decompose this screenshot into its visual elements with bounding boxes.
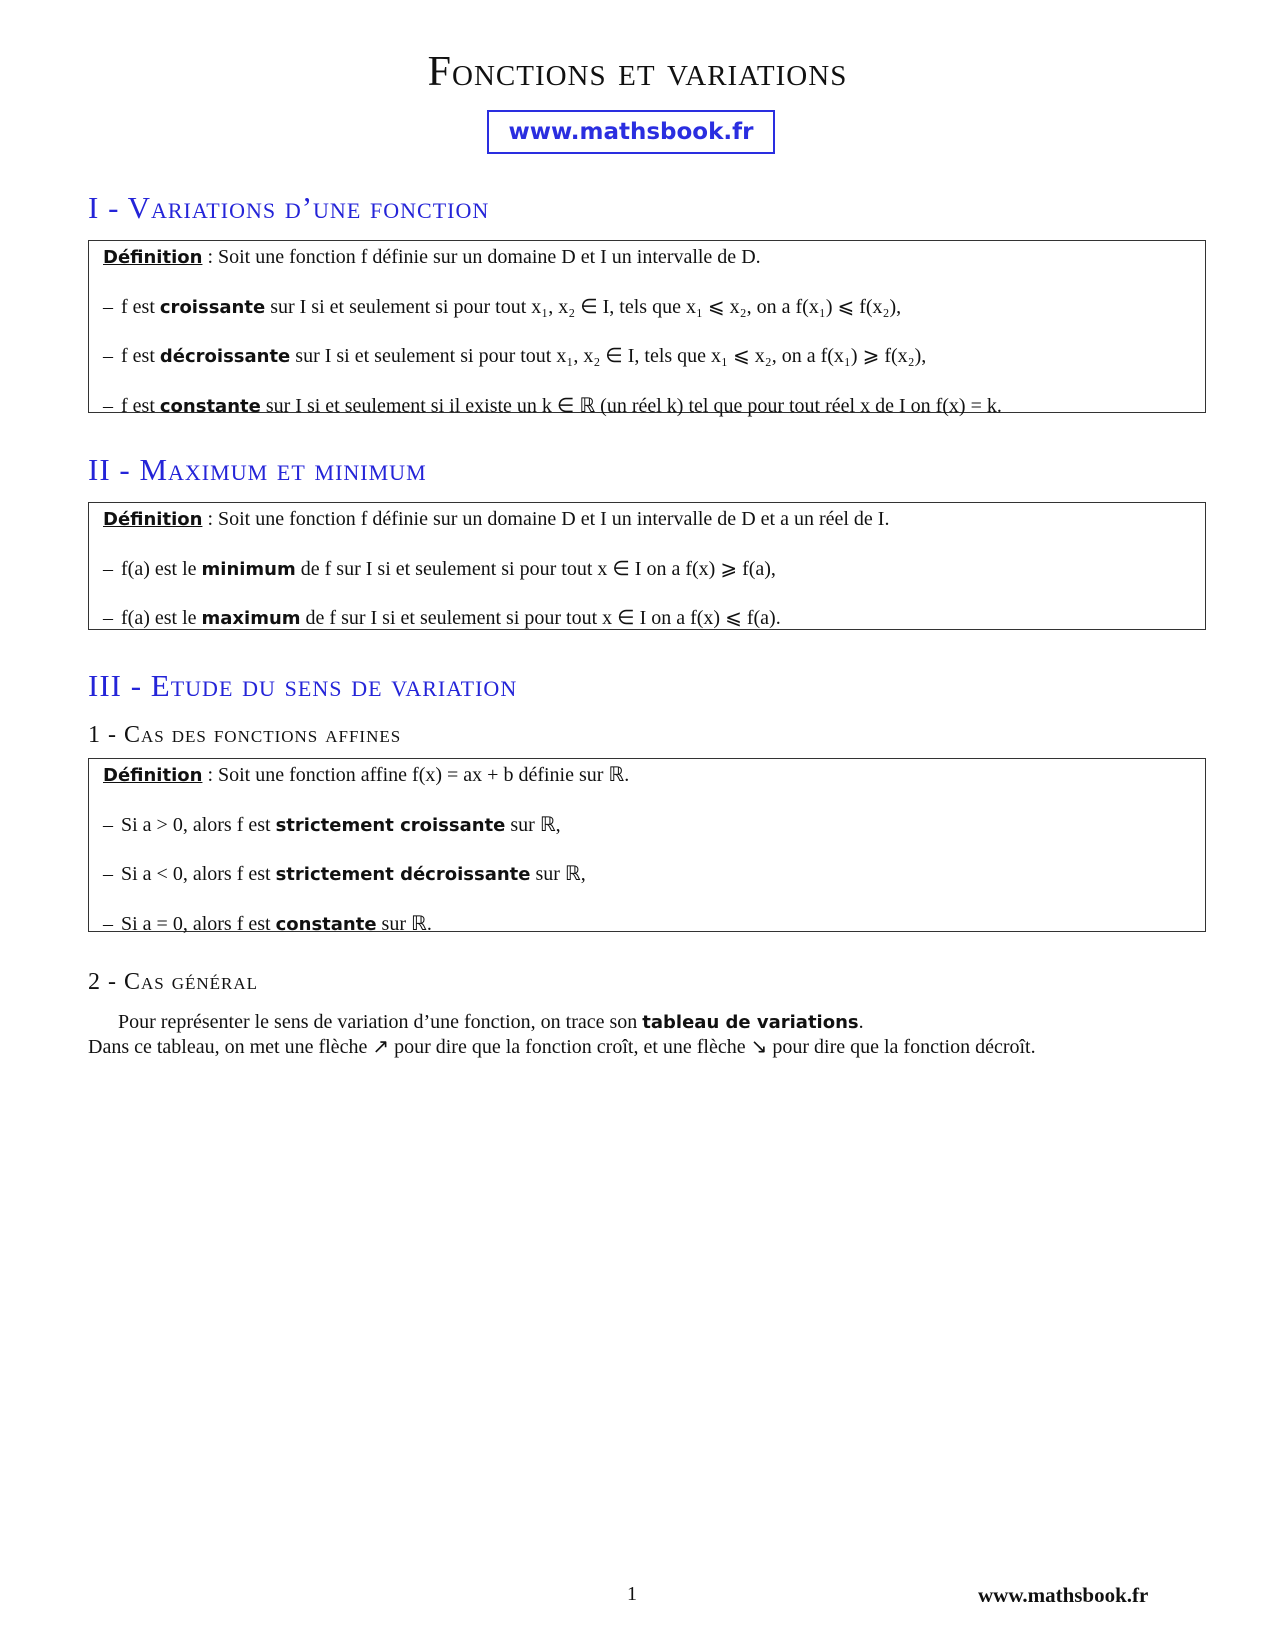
keyword: constante — [159, 395, 261, 417]
item-text: sur I si et seulement si pour tout x₁, x₂ ∈ I, tels que x₁ ⩽ x₂, on a f(x₁) ⩾ f(x₂), — [290, 345, 927, 367]
dash-bullet: – — [103, 345, 113, 367]
list-item — [103, 291, 1191, 341]
keyword: strictement croissante — [275, 814, 506, 836]
item-text: sur I si et seulement si pour tout x₁, x₂ ∈ I, tels que x₁ ⩽ x₂, on a f(x₁) ⩽ f(x₂), — [265, 295, 902, 318]
item-text: sur I si et seulement si il existe un k ∈ ℝ (un réel k) tel que pour tout réel x de I on f(x) = k. — [260, 394, 1002, 417]
list-item — [103, 858, 1191, 908]
subsection-2-heading: 2 - Cas général — [88, 969, 259, 995]
keyword: décroissante — [159, 346, 291, 367]
item-text: sur ℝ, — [505, 813, 561, 836]
definition-label: Définition — [103, 247, 203, 268]
definition-text: : Soit une fonction f définie sur un domaine D et I un intervalle de D. — [202, 246, 761, 268]
definition-box-variations — [88, 240, 1206, 417]
footer-site-link[interactable]: www.mathsbook.fr — [978, 1583, 1149, 1607]
dash-bullet: – — [103, 607, 113, 629]
general-case-paragraph — [88, 1010, 1206, 1060]
item-text: de f sur I si et seulement si pour tout x ∈ I on a f(x) ⩽ f(a). — [300, 607, 781, 629]
keyword: strictement décroissante — [275, 864, 531, 885]
definition-label: Définition — [103, 509, 203, 530]
definition-box-affine — [88, 758, 1206, 935]
subsection-1-heading: 1 - Cas des fonctions affines — [88, 722, 402, 748]
dash-bullet: – — [103, 295, 113, 318]
keyword: croissante — [159, 296, 266, 318]
item-text: sur ℝ, — [530, 863, 586, 885]
definition-line — [103, 759, 1191, 809]
dash-bullet: – — [103, 394, 113, 417]
paragraph-line-1 — [88, 1010, 1206, 1035]
definition-line — [103, 241, 1191, 291]
section-2-heading: II - Maximum et minimum — [88, 452, 427, 487]
keyword: constante — [275, 913, 377, 935]
item-text: Si a = 0, alors f est — [121, 912, 276, 935]
item-text: Si a > 0, alors f est — [121, 813, 276, 836]
site-link-box[interactable]: www.mathsbook.fr — [487, 110, 775, 154]
section-3-heading: III - Etude du sens de variation — [88, 668, 518, 703]
item-text: de f sur I si et seulement si pour tout x ∈ I on a f(x) ⩾ f(a), — [295, 557, 776, 580]
item-text: sur ℝ. — [376, 912, 432, 935]
item-text: f(a) est le — [121, 557, 202, 580]
definition-text: : Soit une fonction f définie sur un domaine D et I un intervalle de D et a un réel de I. — [202, 508, 890, 530]
definition-box-extrema — [88, 502, 1206, 630]
item-text: f est — [121, 295, 160, 318]
para-text: Pour représenter le sens de variation d’une fonction, on trace son — [118, 1011, 643, 1033]
item-text: f(a) est le — [121, 607, 202, 629]
section-1-heading: I - Variations d’une fonction — [88, 190, 490, 225]
dash-bullet: – — [103, 912, 113, 935]
list-item — [103, 553, 1191, 603]
item-text: f est — [121, 345, 160, 367]
dash-bullet: – — [103, 557, 113, 580]
item-text: Si a < 0, alors f est — [121, 863, 276, 885]
para-text: . — [858, 1011, 864, 1033]
keyword: tableau de variations — [642, 1012, 859, 1033]
dash-bullet: – — [103, 813, 113, 836]
list-item — [103, 809, 1191, 859]
list-item — [103, 602, 1191, 638]
dash-bullet: – — [103, 863, 113, 885]
definition-text: : Soit une fonction affine f(x) = ax + b définie sur ℝ. — [202, 764, 630, 786]
definition-line — [103, 503, 1191, 553]
definition-label: Définition — [103, 765, 203, 786]
list-item — [103, 390, 1191, 426]
list-item — [103, 340, 1191, 390]
page-number: 1 — [627, 1583, 637, 1605]
keyword: maximum — [201, 608, 301, 629]
keyword: minimum — [201, 558, 296, 580]
item-text: f est — [121, 394, 160, 417]
paragraph-line-2: Dans ce tableau, on met une flèche ↗ pour dire que la fonction croît, et une flèche ↘ pour dire que la fonction décroît. — [88, 1036, 1036, 1058]
page-title: Fonctions et variations — [427, 49, 848, 95]
list-item — [103, 908, 1191, 944]
